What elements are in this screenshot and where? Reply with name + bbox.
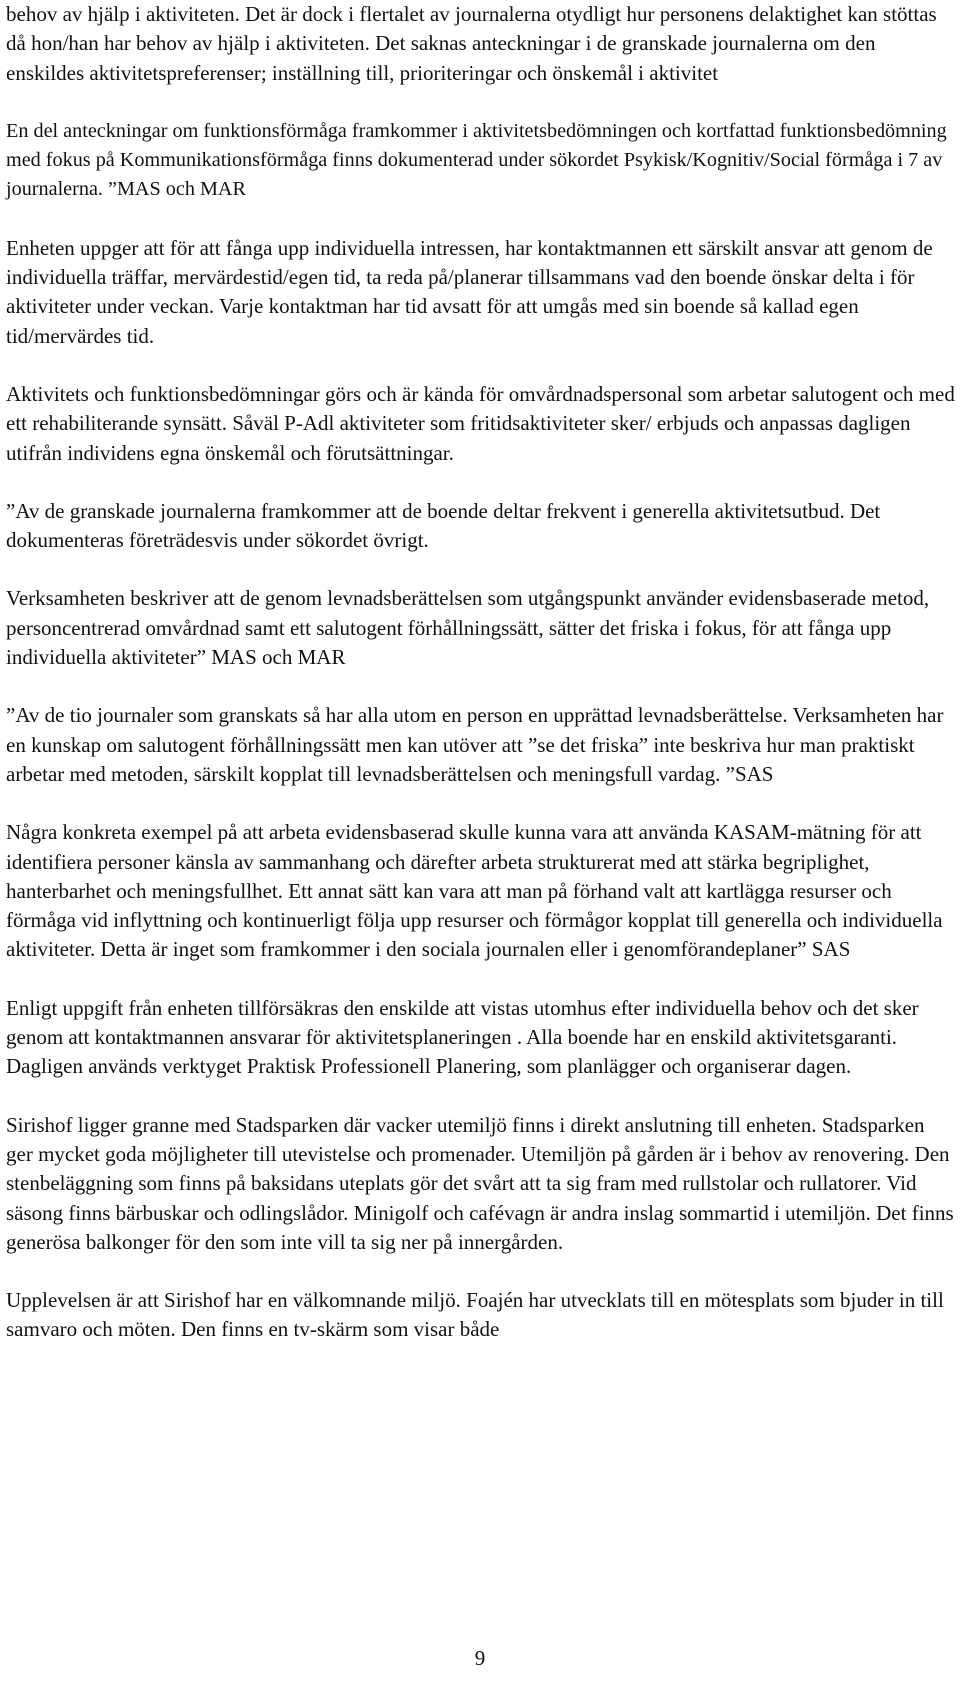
paragraph-11: Upplevelsen är att Sirishof har en välkomnande miljö. Foajén har utvecklats till en mötesplats som bjuder in till samvaro och möten. Den finns en tv-skärm som visar både bbox=[6, 1288, 944, 1342]
paragraph-6: Verksamheten beskriver att de genom levnadsberättelsen som utgångspunkt använder evidensbaserade metod, personcentrerad omvårdnad samt ett salutogent förhållningssätt, sätter det friska i fokus, för att fånga upp individuella aktiviteter” MAS och MAR bbox=[6, 586, 930, 670]
page-number: 9 bbox=[474, 1646, 486, 1670]
document-page bbox=[6, 0, 956, 1374]
paragraph-9: Enligt uppgift från enheten tillförsäkras den enskilde att vistas utomhus efter individuella behov och det sker genom att kontaktmannen ansvarar för aktivitetsplaneringen . Alla boende har en enskild aktivitetsgaranti. Dagligen används verktyget Praktisk Professionell Planering, som planlägger och organiserar dagen. bbox=[6, 995, 919, 1079]
paragraph-8: Några konkreta exempel på att arbeta evidensbaserad skulle kunna vara att använda KASAM-mätning för att identifiera personer känsla av sammanhang och därefter arbeta strukturerat med att stärka begriplighet, hanterbarhet och meningsfullhet. Ett annat sätt kan vara att man på förhand valt att kartlägga resurser och förmåga vid inflyttning och kontinuerligt följa upp resurser och förmågor kopplat till generella och individuella aktiviteter. Detta är inget som framkommer i den sociala journalen eller i genomförandeplaner” SAS bbox=[6, 820, 943, 962]
paragraph-7: ”Av de tio journaler som granskats så har alla utom en person en upprättad levnadsberättelse. Verksamheten har en kunskap om salutogent förhållningssätt men kan utöver att ”se det friska” inte beskriva hur man praktiskt arbetar med metoden, särskilt kopplat till levnadsberättelsen och meningsfull vardag. ”SAS bbox=[6, 703, 944, 786]
paragraph-10: Sirishof ligger granne med Stadsparken där vacker utemiljö finns i direkt anslutning till enheten. Stadsparken ger mycket goda möjligheter till utevistelse och promenader. Utemiljön på gården är i behov av renovering. Den stenbeläggning som finns på baksidans uteplats gör det svårt att ta sig fram med rullstolar och rullatorer. Vid säsong finns bärbuskar och odlingslådor. Minigolf och cafévagn är andra inslag sommartid i utemiljön. Det finns generösa balkonger för den som inte vill ta sig ner på innergården. bbox=[6, 1112, 954, 1254]
paragraph-2: En del anteckningar om funktionsförmåga framkommer i aktivitetsbedömningen och kortfattad funktionsbedömning med fokus på Kommunikationsförmåga finns dokumenterad under sökordet Psykisk/Kognitiv/Social förmåga i 7 av journalerna. ”MAS och MAR bbox=[6, 119, 947, 201]
paragraph-4: Aktivitets och funktionsbedömningar görs och är kända för omvårdnadspersonal som arbetar salutogent och med ett rehabiliterande synsätt. Såväl P-Adl aktiviteter som fritidsaktiviteter sker/ erbjuds och anpassas dagligen utifrån individens egna önskemål och förutsättningar. bbox=[6, 381, 955, 465]
paragraph-3: Enheten uppger att för att fånga upp individuella intressen, har kontaktmannen ett särskilt ansvar att genom de individuella träffar, mervärdestid/egen tid, ta reda på/planerar tillsammans vad den boende önskar delta i för aktiviteter under veckan. Varje kontaktman har tid avsatt för att umgås med sin boende så kallad egen tid/mervärdes tid. bbox=[6, 235, 933, 348]
paragraph-1: behov av hjälp i aktiviteten. Det är dock i flertalet av journalerna otydligt hur personens delaktighet kan stöttas då hon/han har behov av hjälp i aktiviteten. Det saknas anteckningar i de granskade journalerna om den enskildes aktivitetspreferenser; inställning till, prioriteringar och önskemål i aktivitet bbox=[6, 2, 937, 85]
paragraph-5: ”Av de granskade journalerna framkommer att de boende deltar frekvent i generella aktivitetsutbud. Det dokumenteras företrädesvis under sökordet övrigt. bbox=[6, 498, 881, 553]
